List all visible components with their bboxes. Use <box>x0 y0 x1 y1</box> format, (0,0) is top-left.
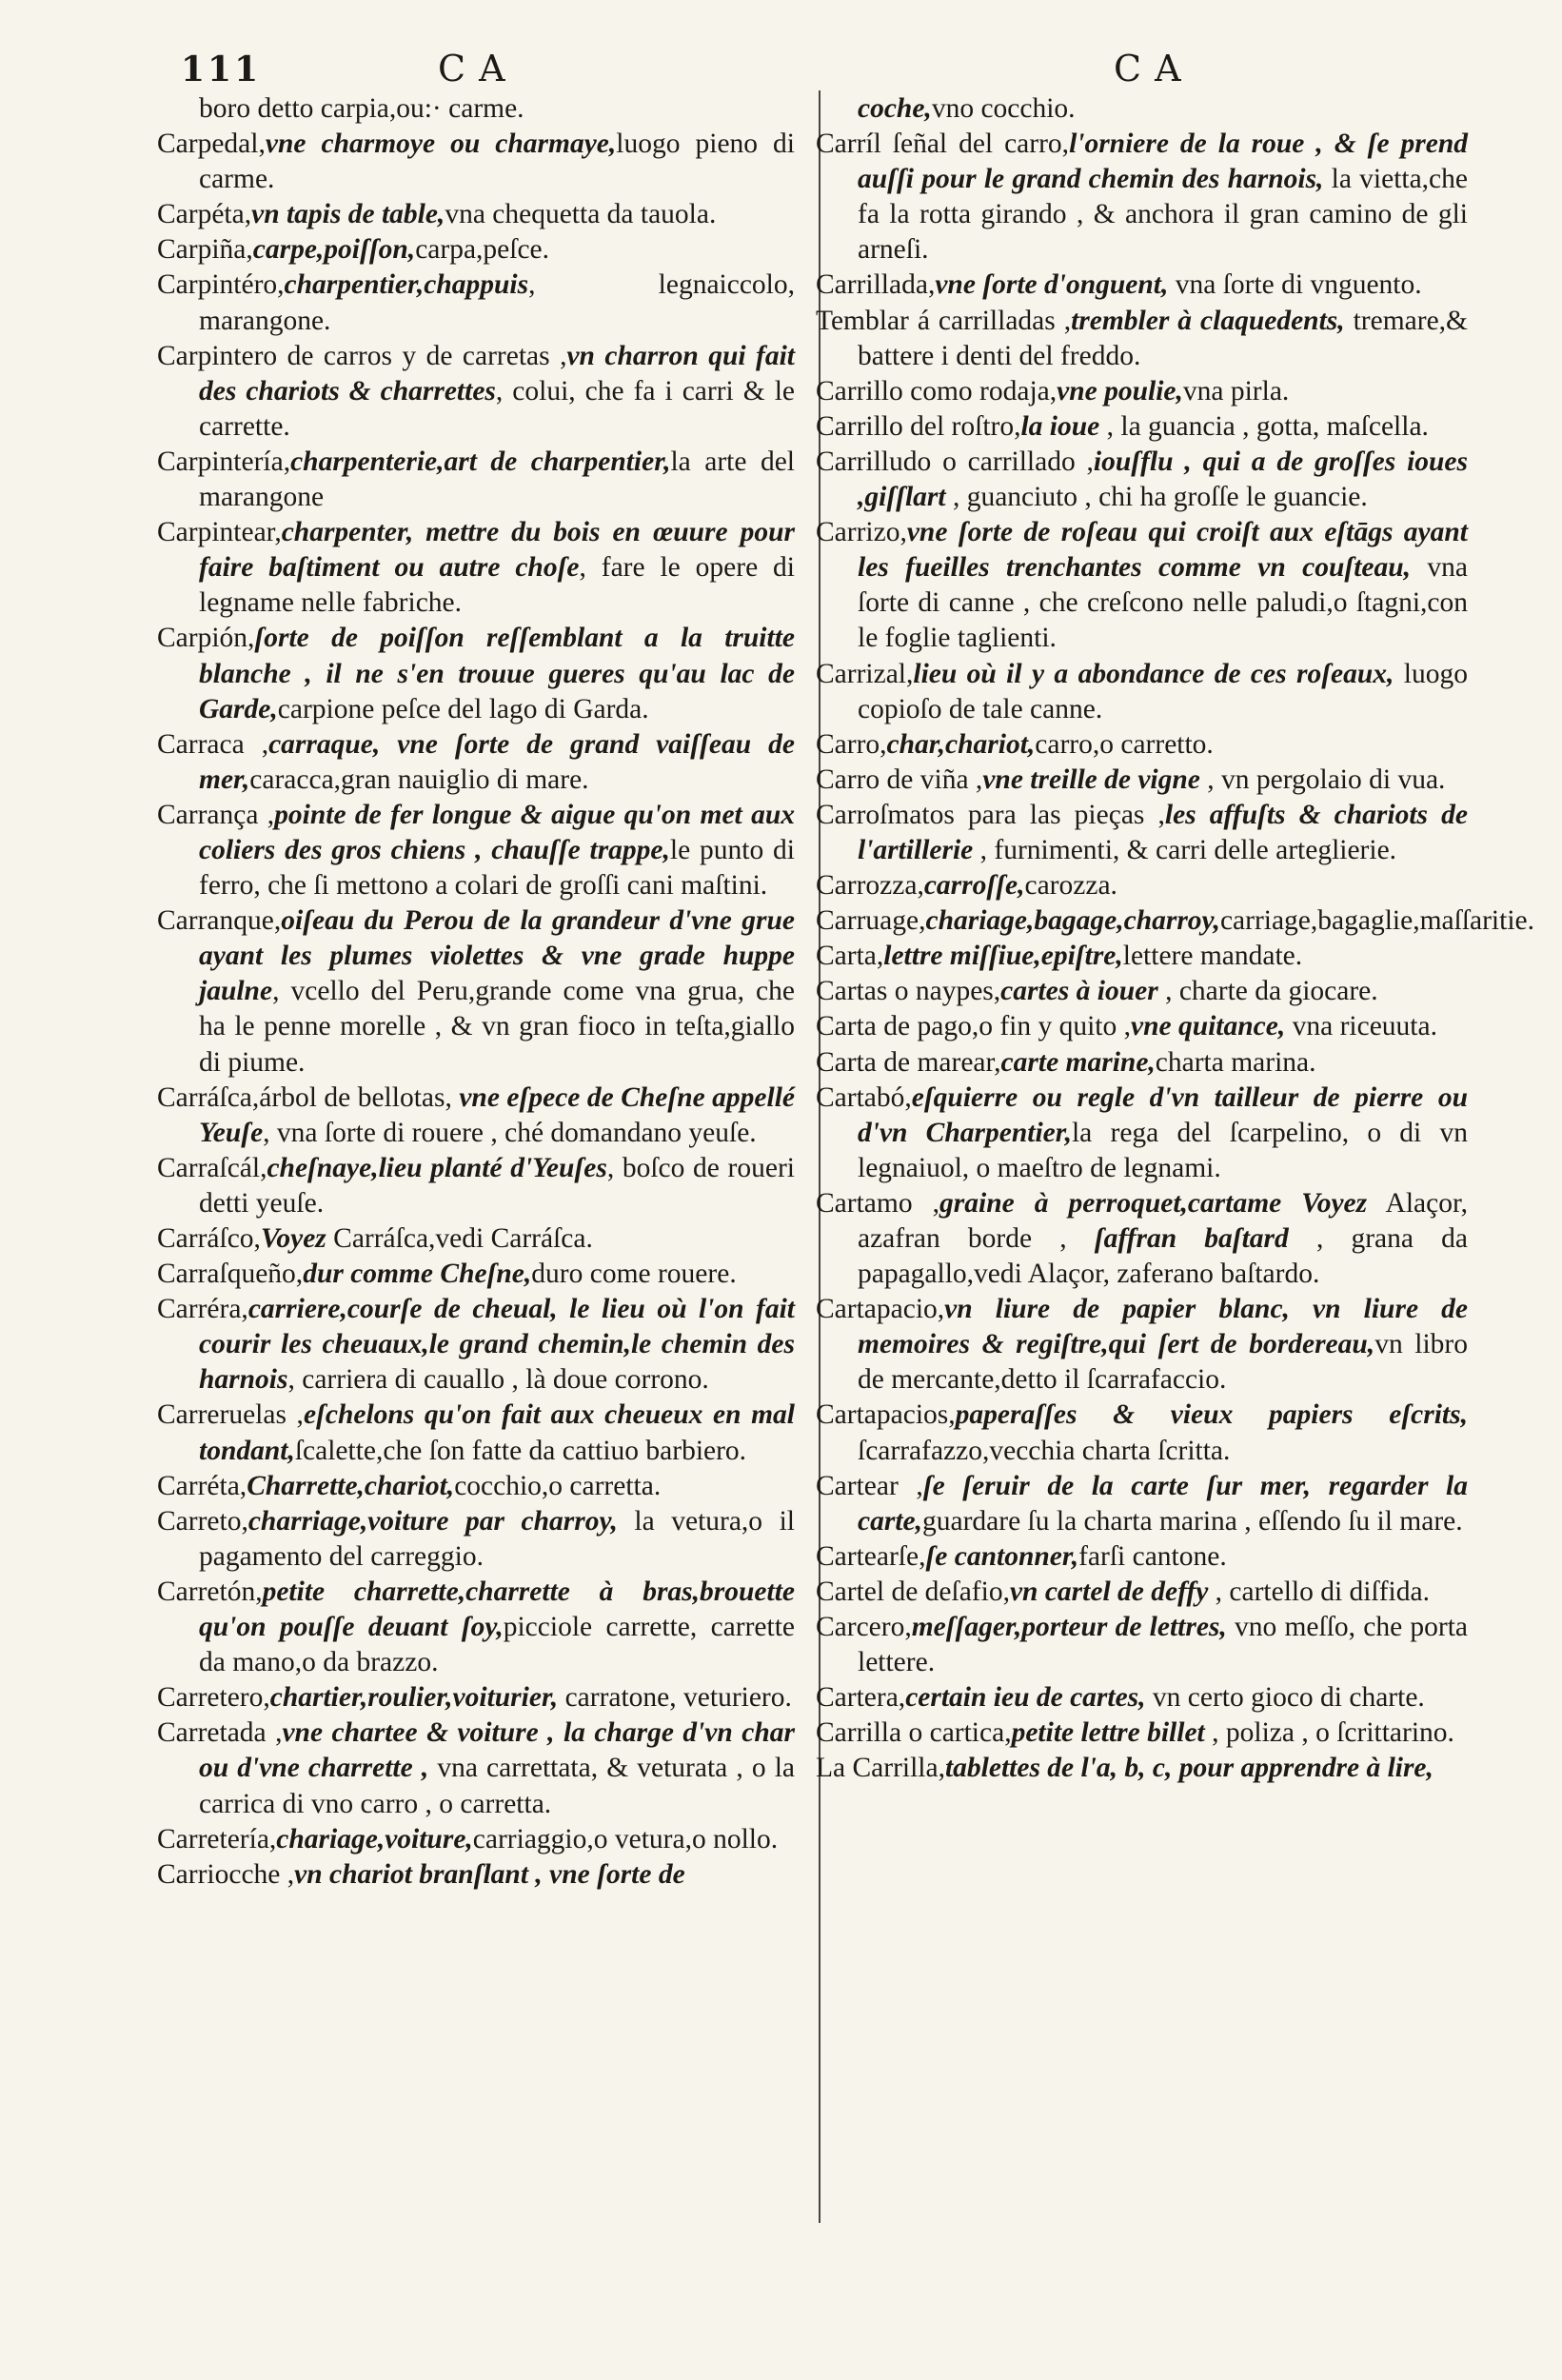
headword: Cartearſe, <box>816 1540 926 1572</box>
dictionary-entry <box>157 268 795 338</box>
italian-gloss: le punto di ferro, che ſi mettono a colari de groſſi cani maſtini. <box>199 834 795 902</box>
dictionary-entry <box>816 1575 1468 1610</box>
dictionary-entry <box>816 1292 1468 1398</box>
headword: Carretada , <box>157 1717 283 1749</box>
italian-gloss: carpa,peſce. <box>415 234 550 266</box>
french-gloss: vne ſorte de roſeau qui croiſt aux eſtāgs ayant les fueilles trenchantes comme vn couſteau, <box>858 517 1468 584</box>
italian-gloss: boro detto carpia,ou:· carme. <box>199 93 524 124</box>
dictionary-entry <box>816 91 1468 127</box>
dictionary-entry <box>157 903 795 1080</box>
headword: Carruage, <box>816 905 926 937</box>
headword: Cartapacio, <box>816 1294 945 1325</box>
french-gloss: dur comme Cheſne, <box>303 1259 532 1290</box>
french-gloss: trembler à claquedents, <box>1071 305 1345 336</box>
headword: Carretería, <box>157 1823 277 1854</box>
french-gloss: cheſnaye,lieu planté d'Yeuſes <box>267 1152 607 1183</box>
italian-gloss: tremare,& battere i denti del freddo. <box>858 305 1468 371</box>
headword: Cartabó, <box>816 1081 912 1113</box>
dictionary-entry <box>157 621 795 726</box>
dictionary-entry <box>816 1610 1468 1680</box>
french-gloss: chariage,voiture, <box>276 1823 473 1854</box>
french-gloss: chariage,bagage,charroy, <box>925 905 1220 937</box>
dictionary-entry <box>816 1009 1468 1044</box>
italian-gloss: la rega del ſcarpelino, o di vn legnaiuol, o maeſtro de legnami. <box>858 1117 1468 1183</box>
headword: Carpintear, <box>157 517 282 548</box>
italian-gloss: vna ſorte di canne , che creſcono nelle paludi,o ſtagni,con le foglie taglienti. <box>858 552 1468 654</box>
headword: Carrozza, <box>816 870 924 902</box>
french-gloss: petite lettre billet <box>1011 1717 1205 1749</box>
headword: Carraca , <box>157 728 269 760</box>
italian-gloss: , grana da papagallo,vedi Alaçor, zaferano baſtardo. <box>858 1223 1468 1290</box>
italian-gloss: carozza. <box>1024 870 1117 902</box>
french-gloss: charpenter, mettre du bois en œuure pour faire baſtiment ou autre choſe <box>199 517 795 584</box>
french-gloss: eſquierre ou regle d'vn tailleur de pierre ou d'vn Charpentier, <box>858 1081 1468 1148</box>
dictionary-entry <box>157 1257 795 1292</box>
headword: La Carrilla, <box>816 1753 945 1784</box>
italian-gloss: la arte del marangone <box>199 446 795 513</box>
french-gloss: vn charron qui fait des chariots & charrettes <box>199 340 795 407</box>
dictionary-entry <box>816 515 1468 656</box>
italian-gloss: árbol de bellotas, <box>259 1081 460 1113</box>
dictionary-entry <box>157 197 795 232</box>
headword: Carta de marear, <box>816 1046 1001 1078</box>
headword: Carríl ſeñal del carro, <box>816 129 1070 160</box>
french-gloss: graine à perroquet,cartame Voyez <box>939 1187 1368 1219</box>
french-gloss: vne poulie, <box>1057 375 1183 407</box>
french-gloss: carte marine, <box>1000 1046 1156 1078</box>
french-gloss: iouſflu , qui a de groſſes ioues ,giſſlart <box>858 446 1468 513</box>
dictionary-entry <box>157 1151 795 1221</box>
dictionary-entry <box>157 727 795 798</box>
headword: Carriocche , <box>157 1858 295 1890</box>
headword: Carrilla o cartica, <box>816 1717 1012 1749</box>
french-gloss: Charrette,chariot, <box>247 1470 455 1501</box>
headword: Carráſca, <box>157 1081 260 1113</box>
italian-gloss: carro,o carretto. <box>1035 728 1214 760</box>
headword: Cartear , <box>816 1470 923 1501</box>
dictionary-entry <box>157 515 795 621</box>
italian-gloss: guardare ſu la charta marina , eſſendo ſu il mare. <box>922 1505 1463 1537</box>
right-column <box>816 91 1534 1787</box>
page-number: 111 <box>181 50 262 89</box>
dictionary-entry <box>157 339 795 445</box>
dictionary-entry <box>816 939 1468 974</box>
dictionary-entry <box>157 1469 795 1504</box>
dictionary-entry <box>816 903 1534 939</box>
italian-gloss: Alaçor, azafran borde , <box>858 1187 1468 1254</box>
french-gloss: Voyez <box>260 1223 326 1254</box>
french-gloss: paperaſſes & vieux papiers eſcrits, <box>955 1399 1468 1431</box>
italian-gloss: vn libro de mercante,detto il ſcarrafaccio. <box>858 1329 1469 1396</box>
italian-gloss: duro come rouere. <box>531 1259 737 1290</box>
dictionary-entry <box>157 1575 795 1680</box>
dictionary-entry <box>816 798 1468 868</box>
dictionary-entry <box>816 1045 1468 1081</box>
french-gloss: pointe de fer longue & aigue qu'on met aux coliers des gros chiens , chauſſe trappe, <box>199 799 795 865</box>
french-gloss: charriage,voiture par charroy, <box>247 1505 618 1537</box>
italian-gloss: vna riceuuta. <box>1285 1011 1437 1042</box>
french-gloss: vne ſorte d'onguent, <box>935 269 1169 301</box>
italian-gloss: ſcalette,che ſon fatte da cattiuo barbiero. <box>294 1435 747 1466</box>
dictionary-entry <box>157 445 795 515</box>
french-gloss: chartier,roulier,voiturier, <box>269 1682 559 1714</box>
italian-gloss: la vietta,che fa la rotta girando , & anchora il gran camino de gli arneſi. <box>858 164 1468 266</box>
headword: Carrillo del roſtro, <box>816 410 1021 442</box>
headword: Carreto, <box>157 1505 248 1537</box>
italian-gloss: , colui, che fa i carri & le carrette. <box>199 375 795 442</box>
headword: Cartapacios, <box>816 1399 956 1431</box>
headword: Carrizal, <box>816 658 914 689</box>
french-gloss: tablettes de l'a, b, c, pour apprendre à lire, <box>944 1753 1433 1784</box>
italian-gloss: , charte da giocare. <box>1157 976 1378 1007</box>
french-gloss: l'orniere de la roue , & ſe prend auſſi pour le grand chemin des harnois, <box>858 129 1468 195</box>
dictionary-entry <box>816 1186 1468 1292</box>
french-gloss: vne eſpece de Cheſne appellé Yeuſe <box>199 1081 796 1148</box>
italian-gloss: vn certo gioco di charte. <box>1145 1682 1425 1714</box>
dictionary-entry <box>157 798 795 903</box>
italian-gloss: carriage,bagaglie,maſſaritie. <box>1219 905 1534 937</box>
dictionary-entry <box>816 127 1468 268</box>
dictionary-entry <box>816 1539 1468 1575</box>
italian-gloss: , vn pergolaio di vua. <box>1199 764 1446 795</box>
dictionary-entry <box>816 1398 1468 1468</box>
italian-gloss: , furnimenti, & carri delle arteglierie. <box>973 834 1397 865</box>
dictionary-entry <box>816 445 1468 515</box>
dictionary-entry <box>816 763 1468 798</box>
headword: Carpión, <box>157 623 255 654</box>
italian-gloss: picciole carrette, carrette da mano,o da brazzo. <box>199 1612 795 1678</box>
italian-gloss: farſi cantone. <box>1078 1540 1227 1572</box>
headword: Carreruelas , <box>157 1399 304 1431</box>
french-gloss: ſe cantonner, <box>925 1540 1079 1572</box>
italian-gloss: cocchio,o carretta. <box>454 1470 662 1501</box>
page-header <box>143 46 1419 93</box>
dictionary-entry <box>157 232 795 268</box>
italian-gloss: ſcarrafazzo,vecchia charta ſcritta. <box>858 1435 1231 1466</box>
french-gloss: vn tapis de table, <box>251 199 445 230</box>
italian-gloss: carpione peſce del lago di Garda. <box>277 693 649 724</box>
dictionary-entry <box>816 974 1468 1009</box>
french-gloss: vn chariot branſlant , vne ſorte de <box>294 1858 685 1890</box>
dictionary-entry <box>816 374 1468 409</box>
french-gloss: vne charmoye ou charmaye, <box>265 129 617 160</box>
italian-gloss: la vetura,o il pagamento del carreggio. <box>199 1505 795 1572</box>
headword: Carroſmatos para las pieças , <box>816 799 1165 830</box>
french-gloss: petite charrette,charrette à bras,brouette qu'on pouſſe deuant ſoy, <box>199 1576 795 1643</box>
french-gloss: meſſager,porteur de lettres, <box>911 1612 1227 1643</box>
dictionary-entry <box>816 1680 1468 1716</box>
french-gloss: carpe,poiſſon, <box>252 234 416 266</box>
italian-gloss: , guanciuto , chi ha groſſe le guancie. <box>945 482 1368 513</box>
french-gloss: eſchelons qu'on fait aux cheueux en mal tondant, <box>199 1399 795 1466</box>
italian-gloss: , la guancia , gotta, maſcella. <box>1099 410 1429 442</box>
italian-gloss: charta marina. <box>1155 1046 1316 1078</box>
italian-gloss: , poliza , o ſcrittarino. <box>1204 1717 1454 1749</box>
headword: Carrillo como rodaja, <box>816 375 1058 407</box>
french-gloss: ſe ſeruir de la carte ſur mer, regarder la carte, <box>858 1470 1468 1537</box>
french-gloss: lettre miſſiue,epiſtre, <box>883 941 1123 972</box>
italian-gloss: vno meſſo, che porta lettere. <box>858 1612 1468 1678</box>
french-gloss: lieu où il y a abondance de ces roſeaux, <box>913 658 1394 689</box>
headword: Temblar á carrilladas , <box>816 305 1072 336</box>
dictionary-entry <box>157 1822 795 1857</box>
french-gloss: vne chartee & voiture , la charge d'vn char ou d'vne charrette , <box>199 1717 795 1784</box>
dictionary-entry <box>816 657 1468 727</box>
left-running-head: CA <box>438 48 519 89</box>
italian-gloss: vna pirla. <box>1182 375 1290 407</box>
french-gloss: oiſeau du Perou de la grandeur d'vne grue ayant les plumes violettes & vne grade huppe jaulne <box>199 905 795 1007</box>
dictionary-entry <box>816 1469 1468 1539</box>
headword: Carréra, <box>157 1294 248 1325</box>
italian-gloss: vno cocchio. <box>931 93 1076 124</box>
headword: Carcero, <box>816 1612 912 1643</box>
italian-gloss: Carráſca,vedi Carráſca. <box>326 1223 593 1254</box>
dictionary-entry <box>816 409 1468 445</box>
dictionary-entry <box>157 1680 795 1716</box>
dictionary-entry <box>816 268 1468 303</box>
french-gloss: la ioue <box>1020 410 1100 442</box>
italian-gloss: luogo pieno di carme. <box>199 129 796 195</box>
dictionary-entry <box>157 1716 795 1821</box>
dictionary-entry <box>157 1292 795 1398</box>
french-gloss: cartes à iouer <box>1000 976 1158 1007</box>
italian-gloss: , fare le opere di legname nelle fabriche. <box>199 552 795 619</box>
headword: Carréta, <box>157 1470 247 1501</box>
headword: Carpintero de carros y de carretas , <box>157 340 567 371</box>
french-gloss: vn liure de papier blanc, vn liure de memoires & regiſtre,qui ſert de bordereau, <box>858 1294 1468 1360</box>
headword: Cartera, <box>816 1682 906 1714</box>
dictionary-entry <box>157 1398 795 1468</box>
headword: Carpiña, <box>157 234 253 266</box>
dictionary-entry <box>816 727 1468 763</box>
italian-gloss: , vna ſorte di rouere , ché domandano yeuſe. <box>263 1117 757 1148</box>
italian-gloss: vna ſorte di vnguento. <box>1168 269 1422 301</box>
italian-gloss: vna chequetta da tauola. <box>445 199 717 230</box>
french-gloss: char,chariot, <box>886 728 1036 760</box>
headword: Carrança , <box>157 799 275 830</box>
headword: Carráſco, <box>157 1223 261 1254</box>
french-gloss: ſorte de poiſſon reſſemblant a la truitte blanche , il ne s'en trouue gueres qu'au lac de Garde, <box>199 623 795 724</box>
headword: Carpintéro, <box>157 269 285 301</box>
dictionary-entry <box>816 868 1468 903</box>
french-gloss: certain ieu de cartes, <box>905 1682 1146 1714</box>
french-gloss: charpentier,chappuis <box>284 269 529 301</box>
headword: Carpéta, <box>157 199 252 230</box>
headword: Cartamo , <box>816 1187 940 1219</box>
italian-gloss: vna carrettata, & veturata , o la carrica di vno carro , o carretta. <box>199 1753 795 1819</box>
french-gloss: ſaffran baſtard <box>1094 1223 1289 1254</box>
italian-gloss: , cartello di diſfida. <box>1208 1576 1430 1607</box>
headword: Carpintería, <box>157 446 291 477</box>
dictionary-entry <box>816 1716 1468 1751</box>
headword: Carrillada, <box>816 269 936 301</box>
french-gloss: vn cartel de deffy <box>1009 1576 1209 1607</box>
french-gloss: les affuſts & chariots de l'artillerie <box>858 799 1468 865</box>
french-gloss: carraque, vne ſorte de grand vaiſſeau de mer, <box>199 728 795 795</box>
dictionary-entry <box>816 1751 1468 1786</box>
left-column <box>157 91 795 1893</box>
french-gloss: charpenterie,art de charpentier, <box>290 446 671 477</box>
dictionary-entry <box>157 91 795 127</box>
headword: Carro, <box>816 728 887 760</box>
italian-gloss: , legnaiccolo, marangone. <box>199 269 795 336</box>
headword: Cartas o naypes, <box>816 976 1001 1007</box>
headword: Carta de pago,o fin y quito , <box>816 1011 1131 1042</box>
italian-gloss: , vcello del Peru,grande come vna grua, che ha le penne morelle , & vn gran fioco in teſta,giallo di piume. <box>199 976 795 1078</box>
headword: Carranque, <box>157 905 282 937</box>
headword: Carro de viña , <box>816 764 983 795</box>
headword: Carraſqueño, <box>157 1259 304 1290</box>
right-running-head: CA <box>1114 48 1195 89</box>
dictionary-entry <box>816 304 1468 374</box>
italian-gloss: carratone, veturiero. <box>558 1682 792 1714</box>
dictionary-entry <box>157 1081 795 1151</box>
italian-gloss: caracca,gran nauiglio di mare. <box>249 764 589 795</box>
french-gloss: vne treille de vigne <box>982 764 1200 795</box>
headword: Carretón, <box>157 1576 263 1607</box>
headword: Carta, <box>816 941 884 972</box>
dictionary-entry <box>816 1081 1468 1186</box>
italian-gloss: luogo copioſo de tale canne. <box>858 658 1468 724</box>
headword: Carrilludo o carrillado , <box>816 446 1094 477</box>
french-gloss: coche, <box>858 93 932 124</box>
headword: Carrizo, <box>816 517 907 548</box>
dictionary-entry <box>157 127 795 197</box>
french-gloss: vne quitance, <box>1130 1011 1286 1042</box>
italian-gloss: carriaggio,o vetura,o nollo. <box>472 1823 779 1854</box>
headword: Carpedal, <box>157 129 266 160</box>
italian-gloss: lettere mandate. <box>1122 941 1303 972</box>
dictionary-entry <box>157 1221 795 1257</box>
italian-gloss: , boſco de roueri detti yeuſe. <box>199 1152 795 1219</box>
dictionary-entry <box>157 1857 795 1893</box>
french-gloss: carriere,courſe de cheual, le lieu où l'on fait courir les cheuaux,le grand chemin,le chemin des harnois <box>199 1294 795 1396</box>
headword: Carraſcál, <box>157 1152 267 1183</box>
headword: Cartel de deſafio, <box>816 1576 1010 1607</box>
dictionary-entry <box>157 1504 795 1575</box>
italian-gloss: , carriera di cauallo , là doue corrono. <box>287 1364 709 1396</box>
headword: Carretero, <box>157 1682 270 1714</box>
french-gloss: carroſſe, <box>923 870 1025 902</box>
